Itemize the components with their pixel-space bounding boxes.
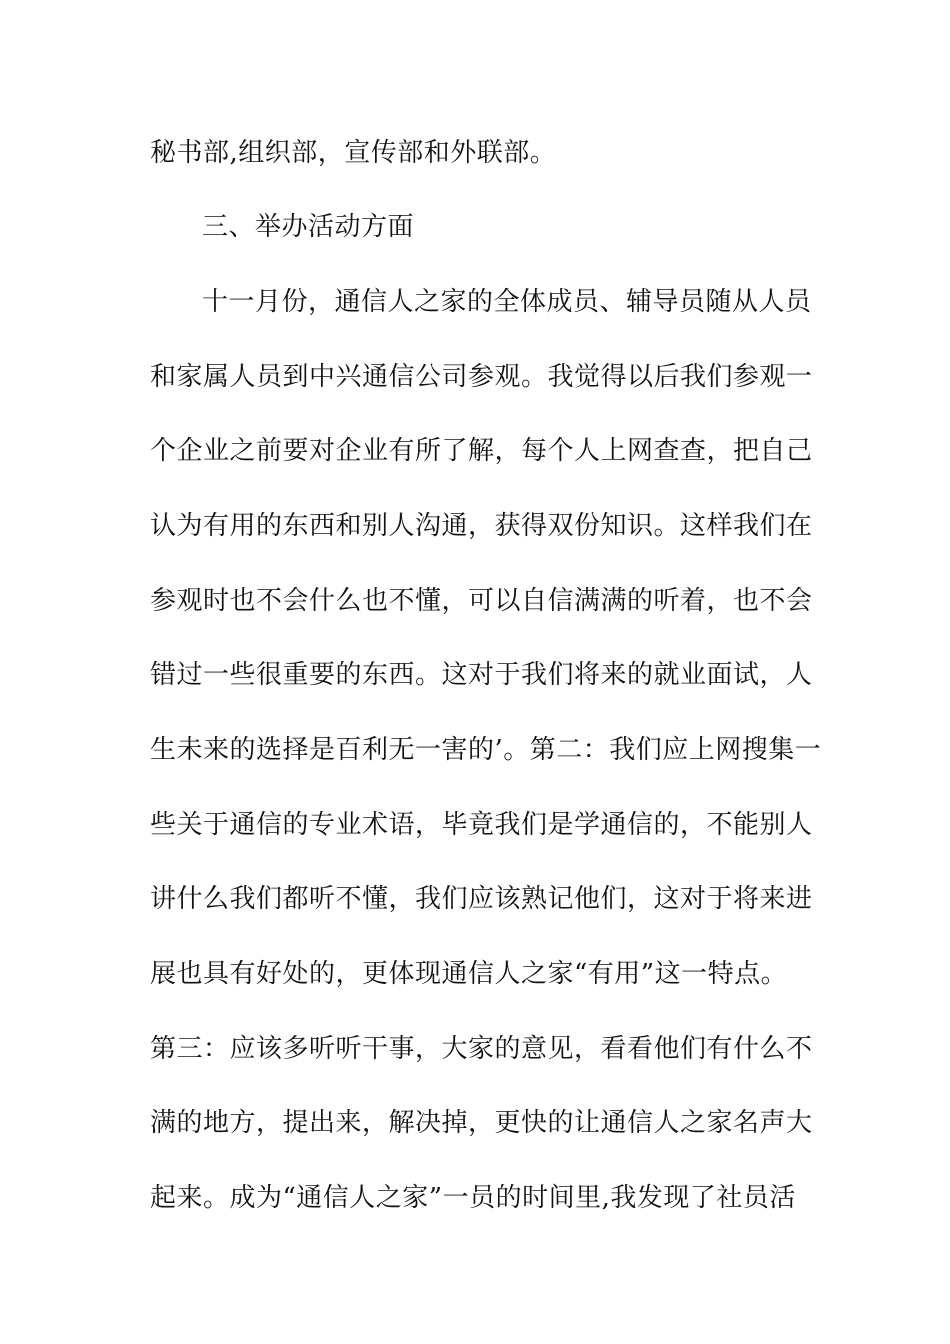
text-line: 秘书部,组织部，宣传部和外联部。 xyxy=(150,138,557,168)
text-line: 个企业之前要对企业有所了解，每个人上网查查，把自己 xyxy=(150,436,813,466)
text-line: 生未来的选择是百利无一害的’。第二：我们应上网搜集一 xyxy=(150,735,822,765)
text-line: 错过一些很重要的东西。这对于我们将来的就业面试，人 xyxy=(150,660,813,690)
text-line: 满的地方，提出来，解决掉，更快的让通信人之家名声大 xyxy=(150,1108,813,1138)
paragraph-first-line: 十一月份，通信人之家的全体成员、辅导员随从人员 xyxy=(202,287,812,317)
text-line: 些关于通信的专业术语，毕竟我们是学通信的，不能别人 xyxy=(150,810,813,840)
text-line: 认为有用的东西和别人沟通，获得双份知识。这样我们在 xyxy=(150,511,813,541)
text-line: 参观时也不会什么也不懂，可以自信满满的听着，也不会 xyxy=(150,586,813,616)
section-heading: 三、举办活动方面 xyxy=(202,212,415,242)
text-line: 讲什么我们都听不懂，我们应该熟记他们，这对于将来进 xyxy=(150,884,813,914)
text-line: 和家属人员到中兴通信公司参观。我觉得以后我们参观一 xyxy=(150,362,813,392)
text-line: 第三：应该多听听干事，大家的意见，看看他们有什么不 xyxy=(150,1034,813,1064)
text-line: 展也具有好处的，更体现通信人之家“有用”这一特点。 xyxy=(150,959,788,989)
text-line: 起来。成为“通信人之家”一员的时间里,我发现了社员活 xyxy=(150,1183,796,1213)
